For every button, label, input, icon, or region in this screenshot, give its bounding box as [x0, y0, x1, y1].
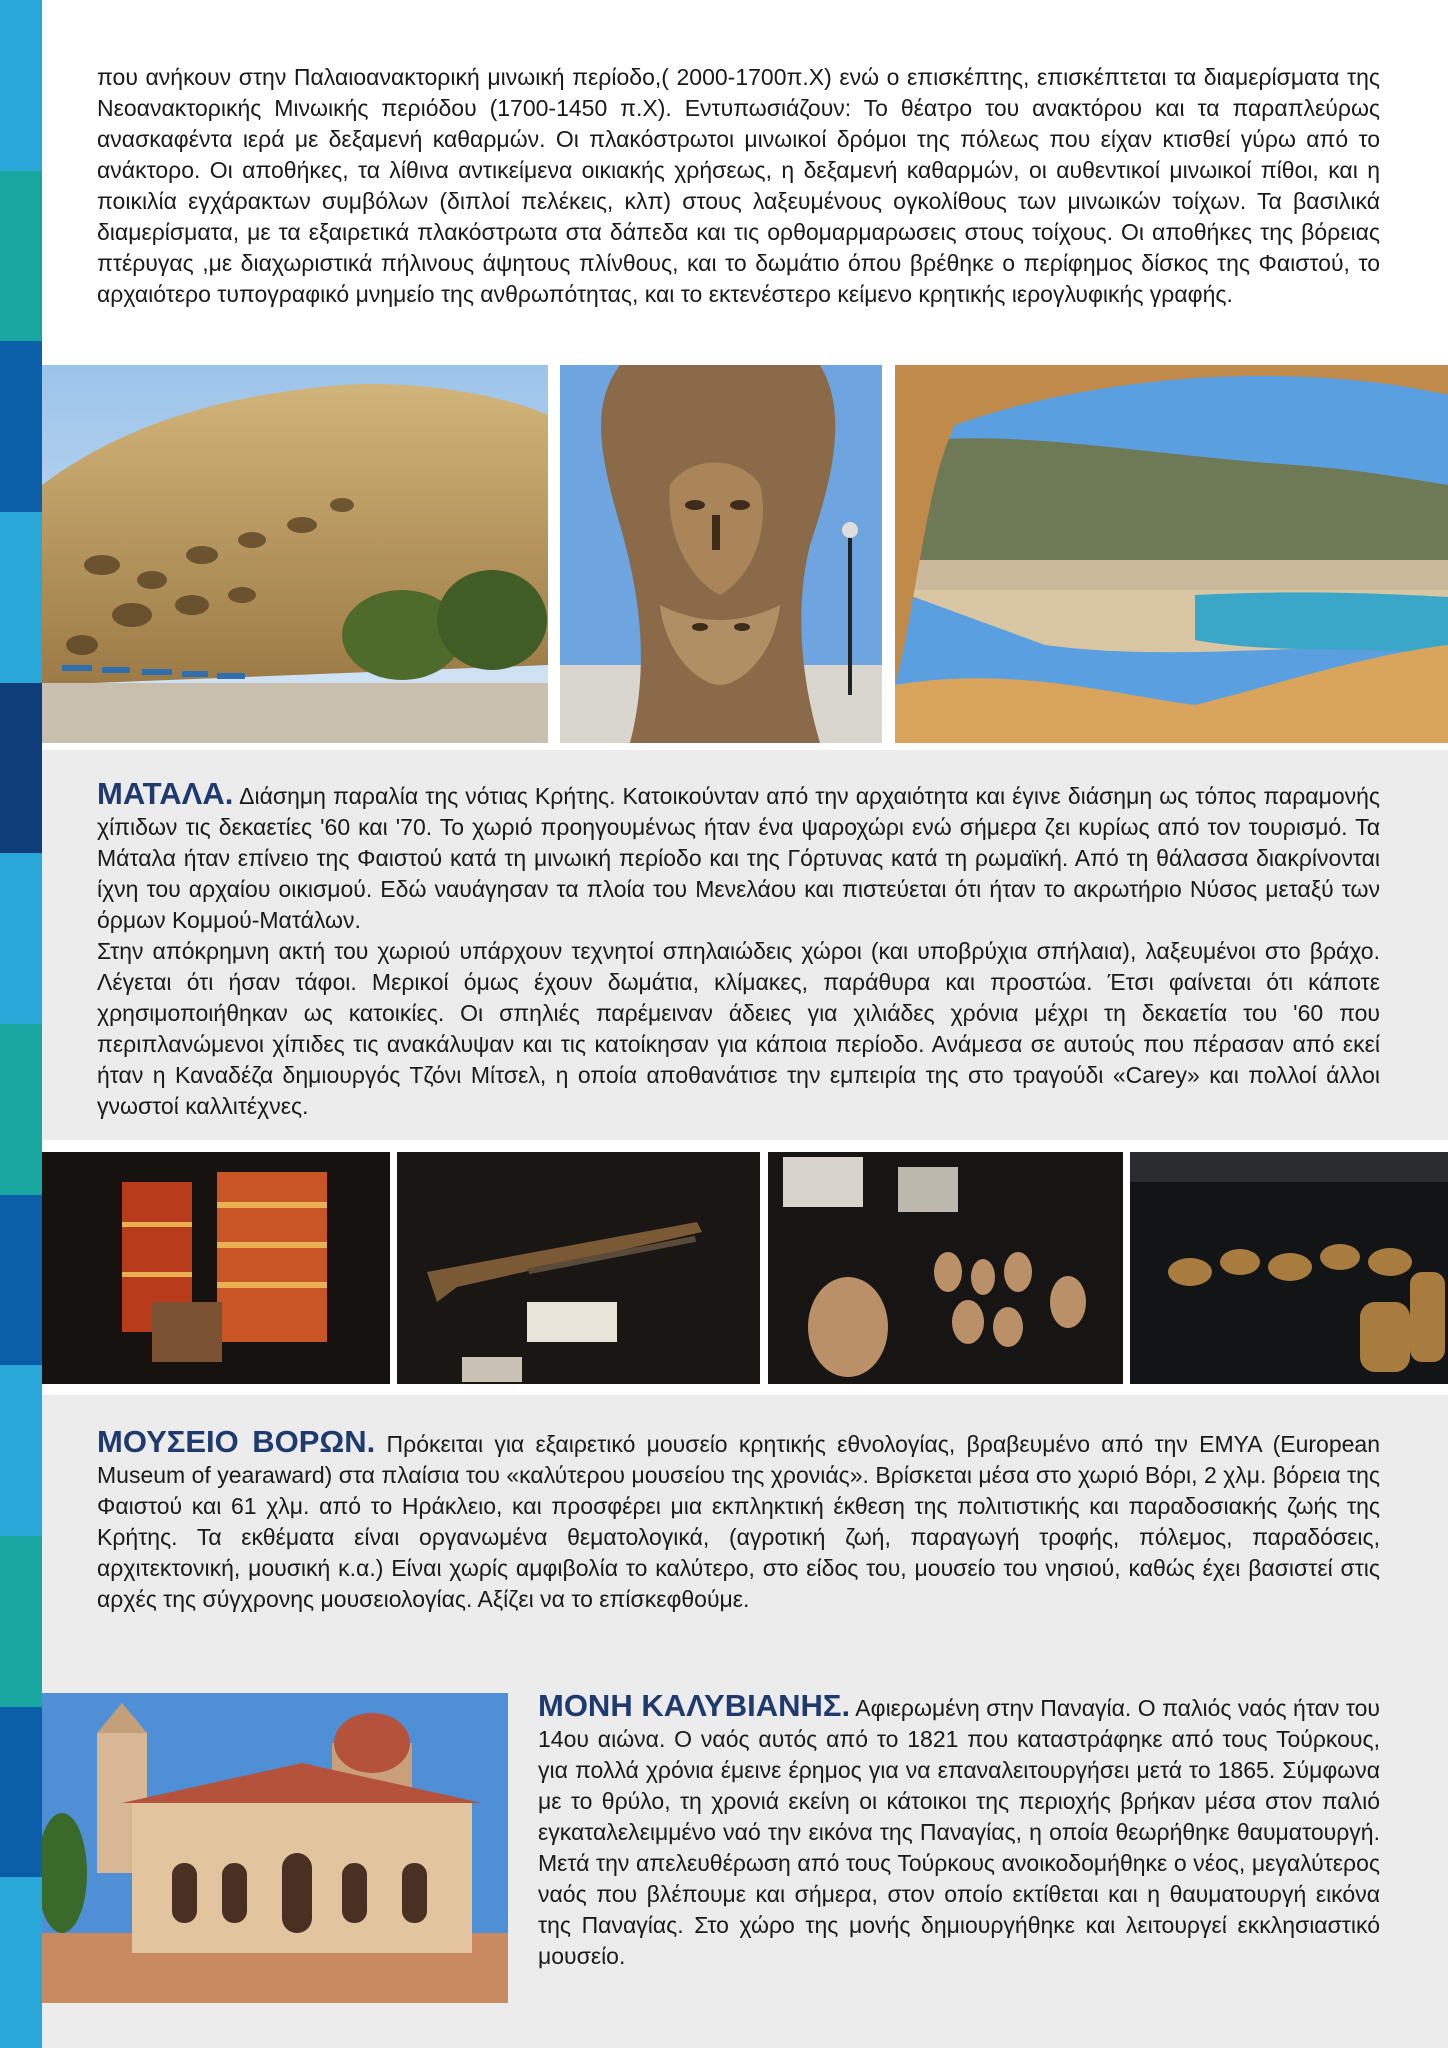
museum-rifle-photo [397, 1152, 760, 1384]
strip-segment [0, 1195, 42, 1366]
intro-paragraph [97, 62, 1380, 310]
strip-segment [0, 1365, 42, 1536]
matala-cliffs-photo [42, 365, 548, 743]
kalyviani-text: Αφιερωμένη στην Παναγία. Ο παλιός ναός ήταν του 14ου αιώνα. Ο ναός αυτός από το 1821 που καταστράφηκε από τους Τούρκους, για πολλά χρόνια έμεινε έρημος για να επαναλειτουργήσει μετά το 1865. Σύμφωνα με το θρύλο, τη χρονιά εκείνη οι κάτοικοι της περιοχής βρήκαν μέσα στον παλιό εγκαταλελειμμένο ναό την εικόνα της Παναγίας, η οποία θεωρήθηκε θαυματουργή. Μετά την απελευθέρωση από τους Τούρκους ανοικοδομήθηκε ο νέος, μεγαλύτερος ναός που βλέπουμε και σήμερα, στον οποίο εκτίθεται και η θαυματουργή εικόνα της Παναγίας. Στο χώρο της μονής δημιουργήθηκε και λειτουργεί εκκλησιαστικό μουσείο. [538, 1695, 1381, 1969]
museum-textiles-photo [42, 1152, 390, 1384]
museum-heading: ΜΟΥΣΕΙΟ ΒΟΡΩΝ. [97, 1424, 376, 1459]
kalyviani-heading: ΜΟΝΗ ΚΑΛΥΒΙΑΝΗΣ. [538, 1688, 851, 1723]
strip-segment [0, 171, 42, 342]
matala-beach-cave-photo [895, 365, 1448, 743]
strip-segment [0, 853, 42, 1024]
museum-text: Πρόκειται για εξαιρετικό μουσείο κρητικής εθνολογίας, βραβευμένο από την ΕΜΥΑ (European Museum of yearaward) στα πλαίσια του «καλύτερου μουσείου της χρονιάς». Βρίσκεται μέσα στο χωριό Βόρι, 2 χλμ. βόρεια της Φαιστού και 61 χλμ. από το Ηράκλειο, και προσφέρει μια εκπληκτική έκθεση της πολιτιστικής και παραδοσιακής ζωής της Κρήτης. Τα εκθέματα είναι οργανωμένα θεματολογικά, (αγροτική ζωή, παραγωγή τροφής, πόλεμος, παραδόσεις, αρχιτεκτονική, μουσική κ.α.) Είναι χωρίς αμφιβολία το καλύτερο, στο είδος του, μουσείο του νησιού, καθώς έχει βασιστεί στις αρχές της σύγχρονης μουσειολογίας. Αξίζει να το επίσκεφθούμε. [97, 1431, 1381, 1612]
intro-text: που ανήκουν στην Παλαιοανακτορική μινωική περίοδο,( 2000-1700π.Χ) ενώ ο επισκέπτης, επισκέπτεται τα διαμερίσματα της Νεοανακτορικής Μινωικής περιόδου (1700-1450 π.Χ). Εντυπωσιάζουν: Το θέατρο του ανακτόρου και τα παραπλεύρως ανασκαφέντα ιερά με δεξαμενή καθαρμών. Οι πλακόστρωτοι μινωικοί δρόμοι της πόλεως που είχαν κτισθεί γύρω από το ανάκτορο. Οι αποθήκες, τα λίθινα αντικείμενα οικιακής χρήσεως, η δεξαμενή καθαρμών, οι αυθεντικοί μινωικοί πίθοι, και η ποικιλία εγχάρακτων συμβόλων (διπλοί πελέκεις, κλπ) στους λαξευμένους ογκολίθους των μινωικών τοίχων. Τα βασιλικά διαμερίσματα, με τα εξαιρετικά πλακόστρωτα στα δάπεδα και τις ορθομαρμαρωσεις στους τοίχους. Οι αποθήκες της βόρειας πτέρυγας ,με διαχωριστικά πήλινους άψητους πλίνθους, και το δωμάτιο όπου βρέθηκε ο περίφημος δίσκος της Φαιστού, το αρχαιότερο τυπογραφικό μνημείο της ανθρωπότητας, και το εκτενέστερο κείμενο κρητικής ιερογλυφικής γραφής. [97, 64, 1380, 307]
matala-section [97, 778, 1380, 1122]
strip-segment [0, 1707, 42, 1878]
matala-heading: ΜΑΤΑΛΑ. [97, 776, 234, 811]
strip-segment [0, 683, 42, 854]
museum-section [97, 1426, 1380, 1615]
strip-segment [0, 1877, 42, 2048]
strip-segment [0, 1536, 42, 1707]
carved-tree-photo [560, 365, 882, 743]
matala-text-part1: Διάσημη παραλία της νότιας Κρήτης. Κατοικούνταν από την αρχαιότητα και έγινε διάσημη ως τόπος παραμονής χίπιδων τις δεκαετίες '60 και '70. Το χωριό προηγουμένως ήταν ένα ψαροχώρι ενώ σήμερα ζει κυρίως από τον τουρισμό. Τα Μάταλα ήταν επίνειο της Φαιστού κατά τη μινωική περίοδο και της Γόρτυνας κατά τη ρωμαϊκή. Από τη θάλασσα διακρίνονται ίχνη του αρχαίου οικισμού. Εδώ ναυάγησαν τα πλοία του Μενελάου και πιστεύεται ότι ήταν το ακρωτήριο Νύσος μεταξύ των όρμων Κομμού-Ματάλων. [97, 783, 1380, 933]
museum-pottery-photo [768, 1152, 1123, 1384]
museum-baskets-photo [1130, 1152, 1448, 1384]
strip-segment [0, 512, 42, 683]
strip-segment [0, 0, 42, 171]
kalyviani-monastery-photo [42, 1693, 508, 2003]
strip-segment [0, 341, 42, 512]
matala-text-part2: Στην απόκρημνη ακτή του χωριού υπάρχουν τεχνητοί σπηλαιώδεις χώροι (και υποβρύχια σπήλαια), λαξευμένοι στο βράχο. Λέγεται ότι ήσαν τάφοι. Μερικοί όμως έχουν δωμάτια, κλίμακες, παράθυρα και προστώα. Έτσι φαίνεται ότι κάποτε χρησιμοποιήθηκαν ως κατοικίες. Οι σπηλιές παρέμειναν άδειες για χιλιάδες χρόνια μέχρι τη δεκαετία του '60 που περιπλανώμενοι χίπιδες τις ανακάλυψαν και τις κατοίκησαν για κάποια περίοδο. Ανάμεσα σε αυτούς που πέρασαν από εκεί ήταν η Καναδέζα δημιουργός Τζόνι Μίτσελ, η οποία αποθανάτισε την εμπειρία της στο τραγούδι «Carey» και πολλοί άλλοι γνωστοί καλλιτέχνες. [97, 938, 1380, 1119]
kalyviani-section [538, 1690, 1380, 1972]
strip-segment [0, 1024, 42, 1195]
decorative-color-strip [0, 0, 42, 2048]
